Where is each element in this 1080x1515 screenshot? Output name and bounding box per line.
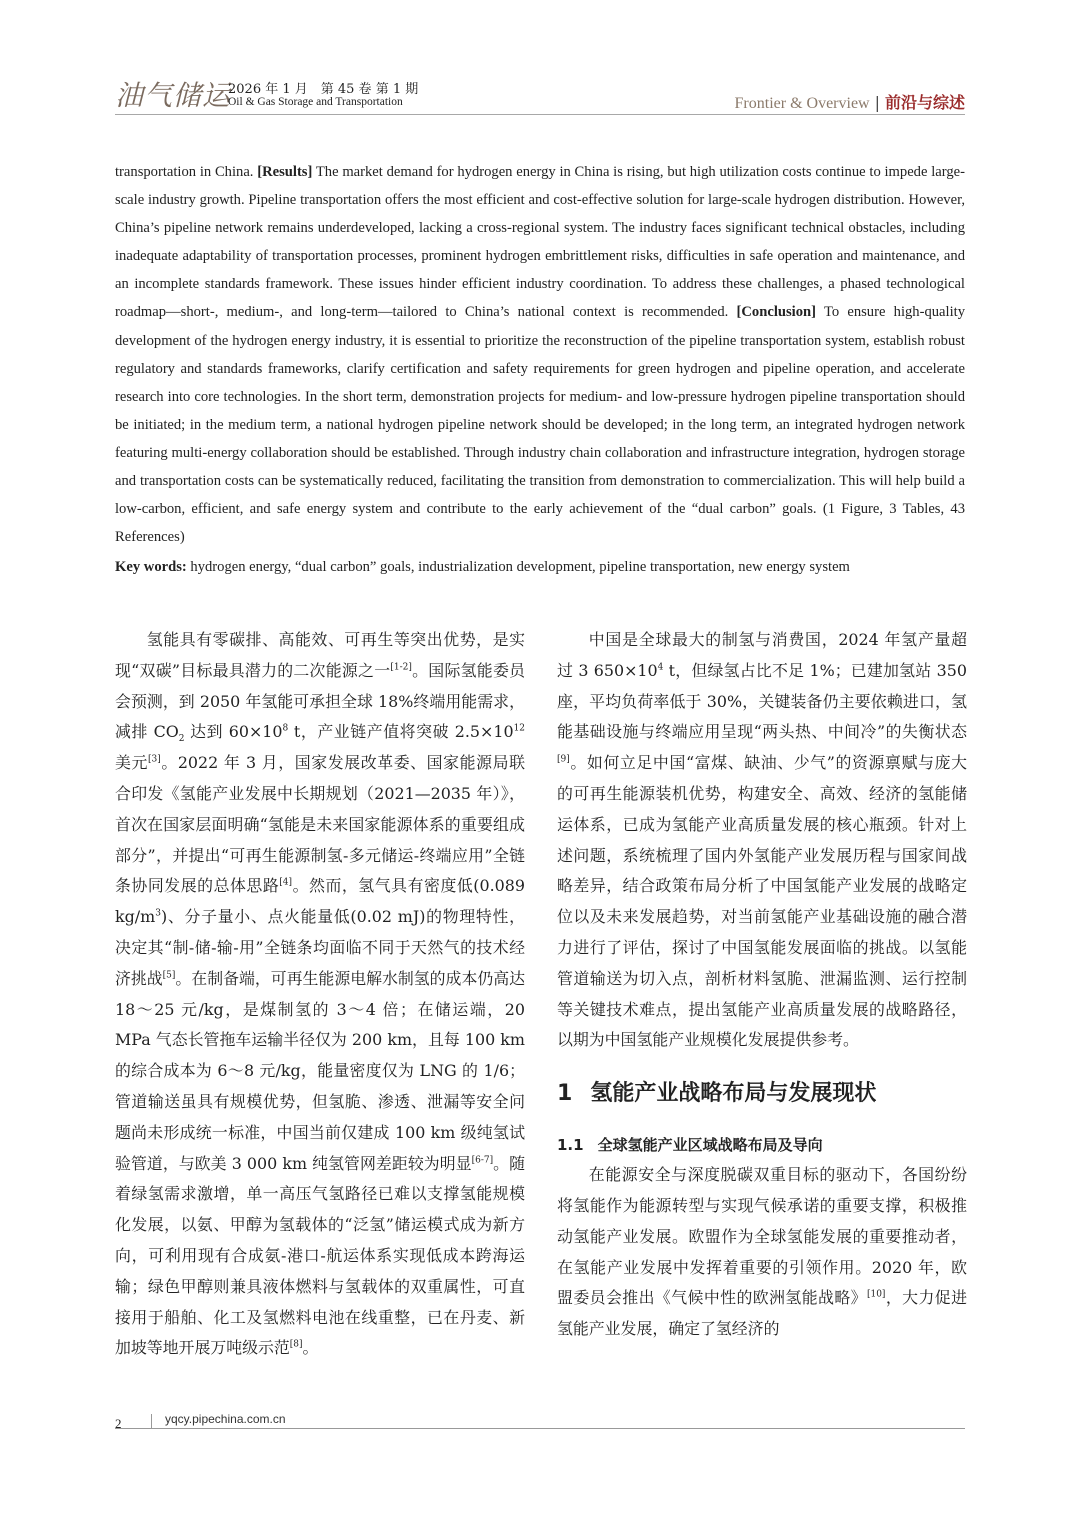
section-label <box>735 90 965 113</box>
page-header <box>115 70 965 122</box>
citation[interactable]: [1-2] <box>390 662 412 673</box>
page-number: 2 <box>115 1416 122 1431</box>
citation[interactable]: [8] <box>289 1340 303 1351</box>
results-label: [Results] <box>257 164 313 180</box>
journal-name-en: Oil & Gas Storage and Transportation <box>228 96 403 108</box>
keywords <box>115 553 965 581</box>
abstract-start: transportation in China. <box>115 164 258 180</box>
keywords-text: hydrogen energy, “dual carbon” goals, industrialization development, pipeline transportation, new energy system <box>186 559 850 575</box>
footer-rule <box>115 1428 965 1429</box>
issue-info: 2026 年 1 月 第 45 卷 第 1 期 <box>228 82 419 97</box>
conclusion-text: To ensure high-quality development of the hydrogen energy industry, it is essential to prioritize the reconstruction of the pipeline transportation system, establish robust regulatory and standards frameworks, clarify certification and safety requirements for green hydrogen and pipeline operation, and accelerate research into core technologies. In the short term, demonstration projects for medium- and low-pressure hydrogen pipeline transportation should be initiated; in the medium term, a national hydrogen pipeline network should be developed; in the long term, an integrated hydrogen network featuring multi-energy collaboration should be established. Through industry chain collaboration and infrastructure integration, hydrogen storage and transportation costs can be systematically reduced, facilitating the transition from demonstration to commercialization. This will help build a low-carbon, efficient, and safe energy system and contribute to the early achievement of the “dual carbon” goals. (1 Figure, 3 Tables, 43 References) <box>115 304 965 546</box>
header-rule <box>115 114 965 115</box>
citation[interactable]: [5] <box>162 970 176 981</box>
abstract-en <box>115 158 965 551</box>
results-text: The market demand for hydrogen energy in China is rising, but high utilization costs continue to impede large-scale industry growth. Pipeline transportation offers the most efficient and cost-effective solution for large-scale hydrogen distribution. However, China’s pipeline network remains underdeveloped, lacking a cross-regional system. The industry faces significant technical obstacles, including inadequate adaptability of transportation processes, prominent hydrogen embrittlement risks, difficulties in safe operation and maintenance, and an incomplete standards framework. These issues hinder efficient industry coordination. To address these challenges, a phased technological roadmap—short-, medium-, and long-term—tailored to China’s national context is recommended. <box>115 164 965 321</box>
subsection-heading-1-1: 1.1 全球氢能产业区域战略布局及导向 <box>557 1136 823 1155</box>
citation[interactable]: [3] <box>147 754 161 765</box>
paragraph: 中国是全球最大的制氢与消费国，2024 年氢产量超过 3 $650\times 10^4$ t，但绿氢占比不足 1%；已建加氢站 350 座，平均负荷率低于 30%，关键装备仍主要依赖进口，氢能基础设施与终端应用呈现“两头热、中间冷”的失衡状态[9]。如何立足中国“富煤、缺油、少气”的资源禀赋与庞大的可再生能源装机优势，构建安全、高效、经济的氢能储运体系，已成为氢能产业高质量发展的核心瓶颈。针对上述问题，系统梳理了国内外氢能产业发展历程与国家间战略差异，结合政策布局分析了中国氢能产业发展的战略定位以及未来发展趋势，对当前氢能产业基础设施的融合潜力进行了评估，探讨了中国氢能发展面临的挑战。以氢能管道输送为切入点，剖析材料氢脆、泄漏监测、运行控制等关键技术难点，提出氢能产业高质量发展的战略路径，以期为中国氢能产业规模化发展提供参考。 <box>557 630 967 1050</box>
citation[interactable]: [9] <box>557 754 570 765</box>
citation[interactable]: [4] <box>279 878 293 889</box>
section-separator: | <box>874 93 880 112</box>
journal-website-link[interactable]: yqcy.pipechina.com.cn <box>165 1412 286 1426</box>
journal-logo: 油气储运 <box>115 79 232 112</box>
section-label-en: Frontier & Overview <box>734 95 870 112</box>
section-label-zh: 前沿与综述 <box>884 93 965 112</box>
body-right-column <box>557 625 967 1345</box>
page-footer <box>115 1412 965 1434</box>
footer-divider <box>151 1414 152 1428</box>
keywords-label: Key words: <box>115 559 187 575</box>
conclusion-label: [Conclusion] <box>736 304 816 321</box>
paragraph: 氢能具有零碳排、高能效、可再生等突出优势，是实现“双碳”目标最具潜力的二次能源之一[1-2]。国际氢能委员会预测，到 2050 年氢能可承担全球 18%终端用能需求，减排 $CO_2$ 达到 $60\times 10^8$ t，产业链产值将突破 $2.5\times 10^{12}$ 美元[3]。2022 年 3 月，国家发展改革委、国家能源局联合印发《氢能产业发展中长期规划（2021—2035 年）》，首次在国家层面明确“氢能是未来国家能源体系的重要组成部分”，并提出“可再生能源制氢-多元储运-终端应用”全链条协同发展的总体思路[4]。然而，氢气具有密度低(0.089 $kg/m^3$)、分子量小、点火能量低(0.02 mJ)的物理特性，决定其“制-储-输-用”全链条均面临不同于天然气的技术经济挑战[5]。在制备端，可再生能源电解水制氢的成本仍高达 18～25 元/kg，是煤制氢的 3～4 倍；在储运端，20 MPa 气态长管拖车运输半径仅为 200 km，且每 100 km 的综合成本为 6～8 元/kg，能量密度仅为 LNG 的 1/6；管道输送虽具有规模优势，但氢脆、渗透、泄漏等安全问题尚未形成统一标准，中国当前仅建成 100 km 级纯氢试验管道，与欧美 3 000 km 纯氢管网差距较为明显[6-7]。随着绿氢需求激增，单一高压气氢路径已难以支撑氢能规模化发展，以氨、甲醇为氢载体的“泛氢”储运模式成为新方向，可利用现有合成氨-港口-航运体系实现低成本跨海运输；绿色甲醇则兼具液体燃料与氢载体的双重属性，可直接用于船舶、化工及氢燃料电池在线重整，已在丹麦、新加坡等地开展万吨级示范[8]。 <box>115 630 526 1358</box>
citation[interactable]: [6-7] <box>471 1155 494 1166</box>
citation[interactable]: [10] <box>866 1290 886 1301</box>
paragraph: 在能源安全与深度脱碳双重目标的驱动下，各国纷纷将氢能作为能源转型与实现气候承诺的重要支撑，积极推动氢能产业发展。欧盟作为全球氢能发展的重要推动者，在氢能产业发展中发挥着重要的引领作用。2020 年，欧盟委员会推出《气候中性的欧洲氢能战略》[10]，大力促进氢能产业发展，确定了氢经济的 <box>557 1165 968 1339</box>
section-heading-1: 1 氢能产业战略布局与发展现状 <box>557 1081 877 1107</box>
body-left-column <box>115 625 525 1364</box>
